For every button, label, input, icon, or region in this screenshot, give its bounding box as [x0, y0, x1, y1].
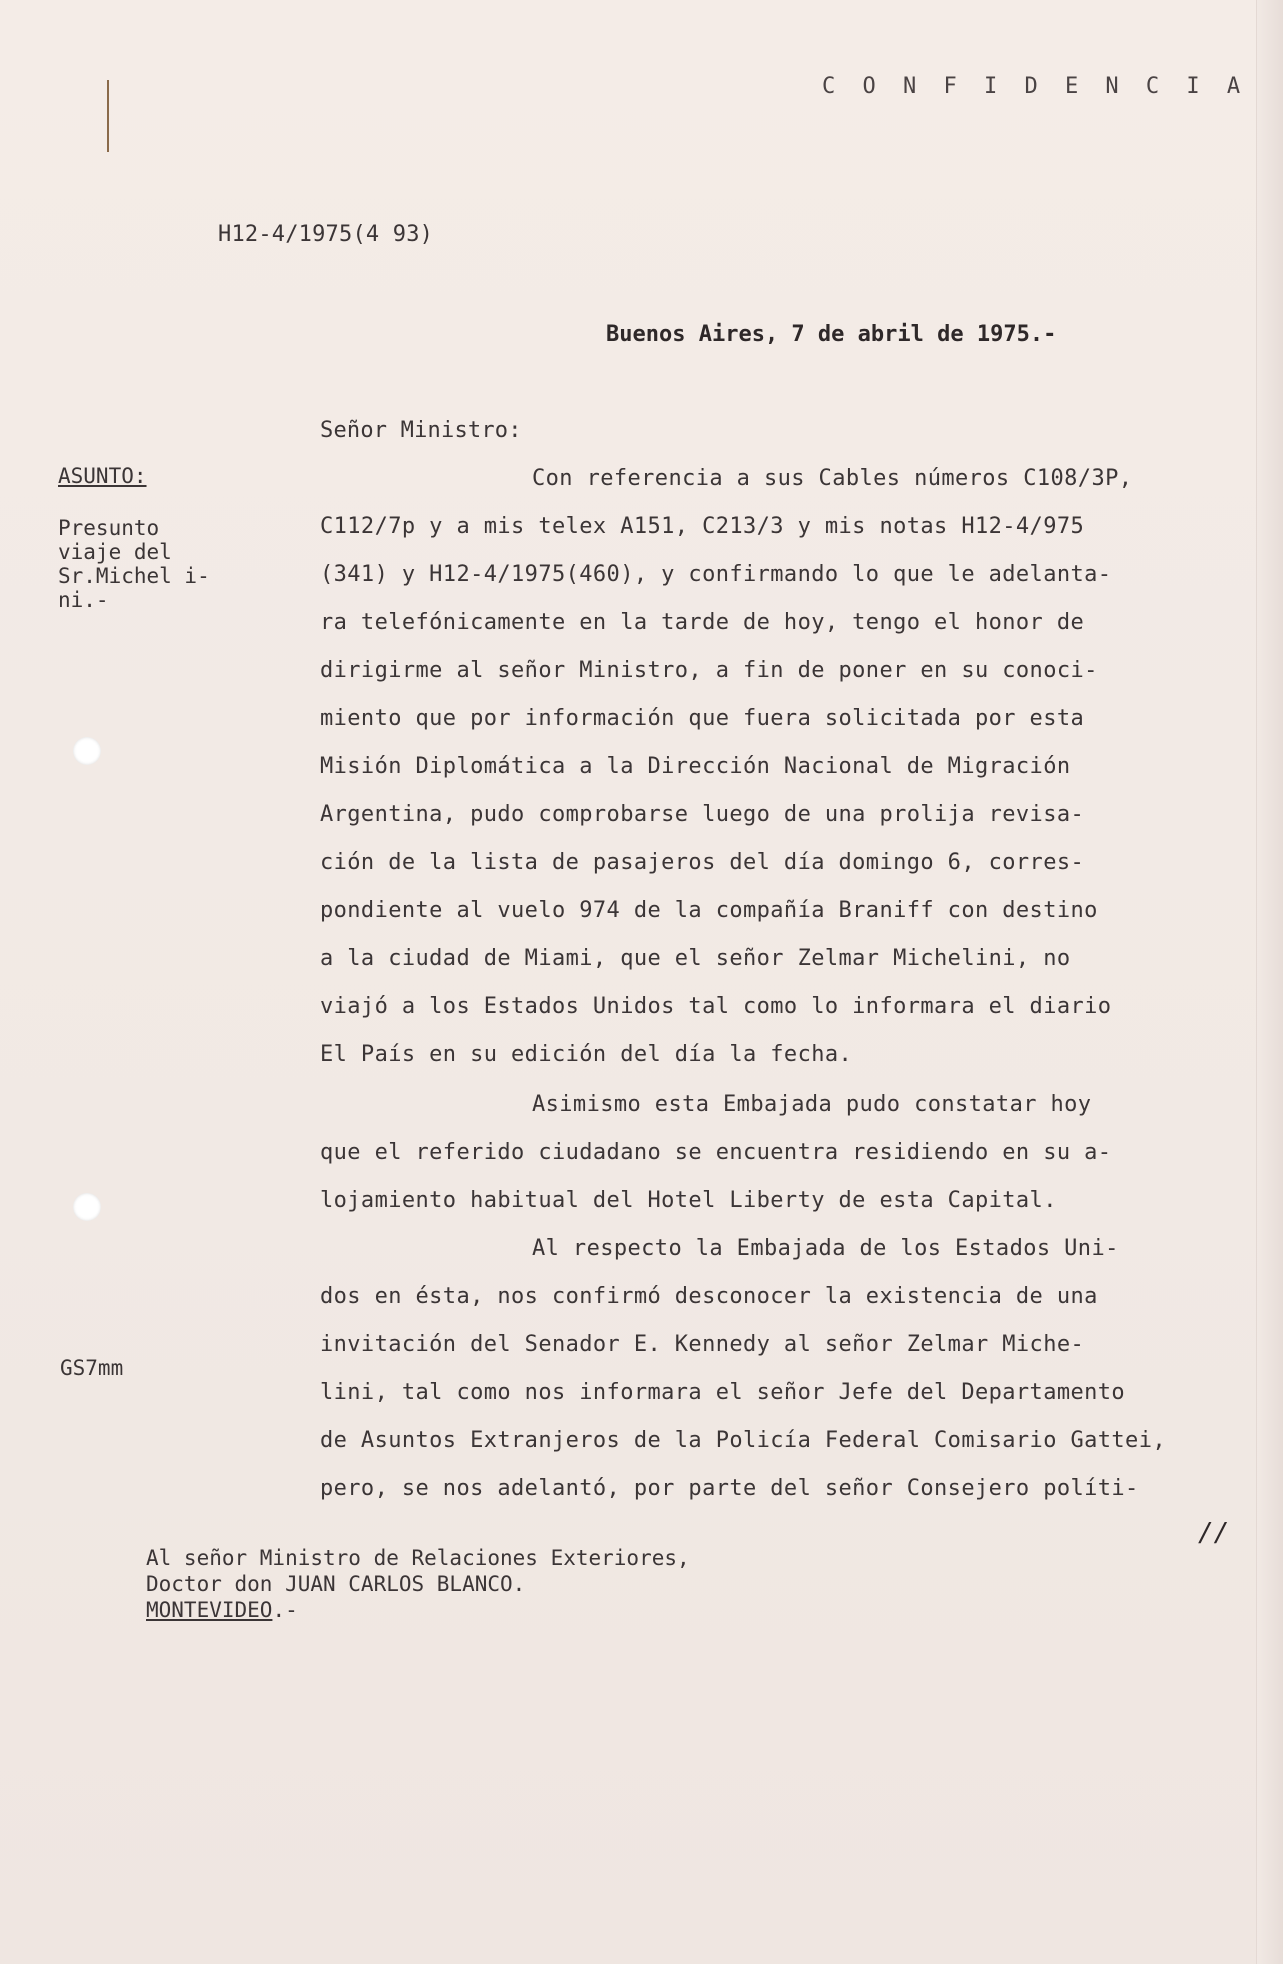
- punch-hole-bottom: [73, 1193, 101, 1221]
- recipient-city-name: MONTEVIDEO: [146, 1598, 273, 1622]
- date-line: Buenos Aires, 7 de abril de 1975.-: [606, 322, 1057, 347]
- body-line: miento que por información que fuera solicitada por esta: [320, 706, 1085, 731]
- body-line: que el referido ciudadano se encuentra residiendo en su a-: [320, 1140, 1112, 1165]
- recipient-city: [146, 1598, 298, 1623]
- body-line: El País en su edición del día la fecha.: [320, 1042, 853, 1067]
- body-line: invitación del Senador E. Kennedy al señor Zelmar Miche-: [320, 1332, 1085, 1357]
- body-line: ción de la lista de pasajeros del día domingo 6, corres-: [320, 850, 1085, 875]
- body-line: a la ciudad de Miami, que el señor Zelmar Michelini, no: [320, 946, 1071, 971]
- body-line: lojamiento habitual del Hotel Liberty de esta Capital.: [320, 1188, 1057, 1213]
- reference-number: H12-4/1975(4 93): [218, 222, 434, 247]
- body-line: Argentina, pudo comprobarse luego de una prolija revisa-: [320, 802, 1085, 827]
- body-line: dos en ésta, nos confirmó desconocer la existencia de una: [320, 1284, 1098, 1309]
- recipient-name: Doctor don JUAN CARLOS BLANCO.: [146, 1572, 526, 1596]
- body-line: viajó a los Estados Unidos tal como lo informara el diario: [320, 994, 1112, 1019]
- punch-hole-top: [73, 737, 101, 765]
- subject-line: viaje del: [58, 540, 172, 564]
- subject-line: ni.-: [58, 588, 109, 612]
- margin-pencil-mark: [107, 80, 109, 152]
- body-line: ra telefónicamente en la tarde de hoy, tengo el honor de: [320, 610, 1085, 635]
- body-line: (341) y H12-4/1975(460), y confirmando lo que le adelanta-: [320, 562, 1112, 587]
- continuation-mark: //: [1198, 1518, 1230, 1548]
- page-edge: [1256, 0, 1283, 1964]
- recipient-city-suffix: .-: [272, 1598, 298, 1622]
- body-line: de Asuntos Extranjeros de la Policía Federal Comisario Gattei,: [320, 1428, 1166, 1453]
- subject-line: Presunto: [58, 516, 160, 540]
- body-line: pero, se nos adelantó, por parte del señor Consejero políti-: [320, 1476, 1139, 1501]
- body-line: Con referencia a sus Cables números C108/3P,: [532, 466, 1133, 491]
- subject-line: Sr.Michel i-: [58, 564, 210, 588]
- body-line: lini, tal como nos informara el señor Jefe del Departamento: [320, 1380, 1126, 1405]
- typist-initials: GS7mm: [60, 1356, 124, 1380]
- body-line: Misión Diplomática a la Dirección Nacional de Migración: [320, 754, 1071, 779]
- body-line: Asimismo esta Embajada pudo constatar hoy: [532, 1092, 1092, 1117]
- salutation: Señor Ministro:: [320, 418, 522, 443]
- confidential-header: C O N F I D E N C I A: [822, 74, 1248, 99]
- body-line: Al respecto la Embajada de los Estados Uni-: [532, 1236, 1119, 1261]
- subject-label: ASUNTO:: [58, 464, 147, 488]
- body-line: C112/7p y a mis telex A151, C213/3 y mis notas H12-4/975: [320, 514, 1085, 539]
- body-line: pondiente al vuelo 974 de la compañía Braniff con destino: [320, 898, 1098, 923]
- recipient-line: Al señor Ministro de Relaciones Exteriores,: [146, 1546, 690, 1570]
- body-line: dirigirme al señor Ministro, a fin de poner en su conoci-: [320, 658, 1098, 683]
